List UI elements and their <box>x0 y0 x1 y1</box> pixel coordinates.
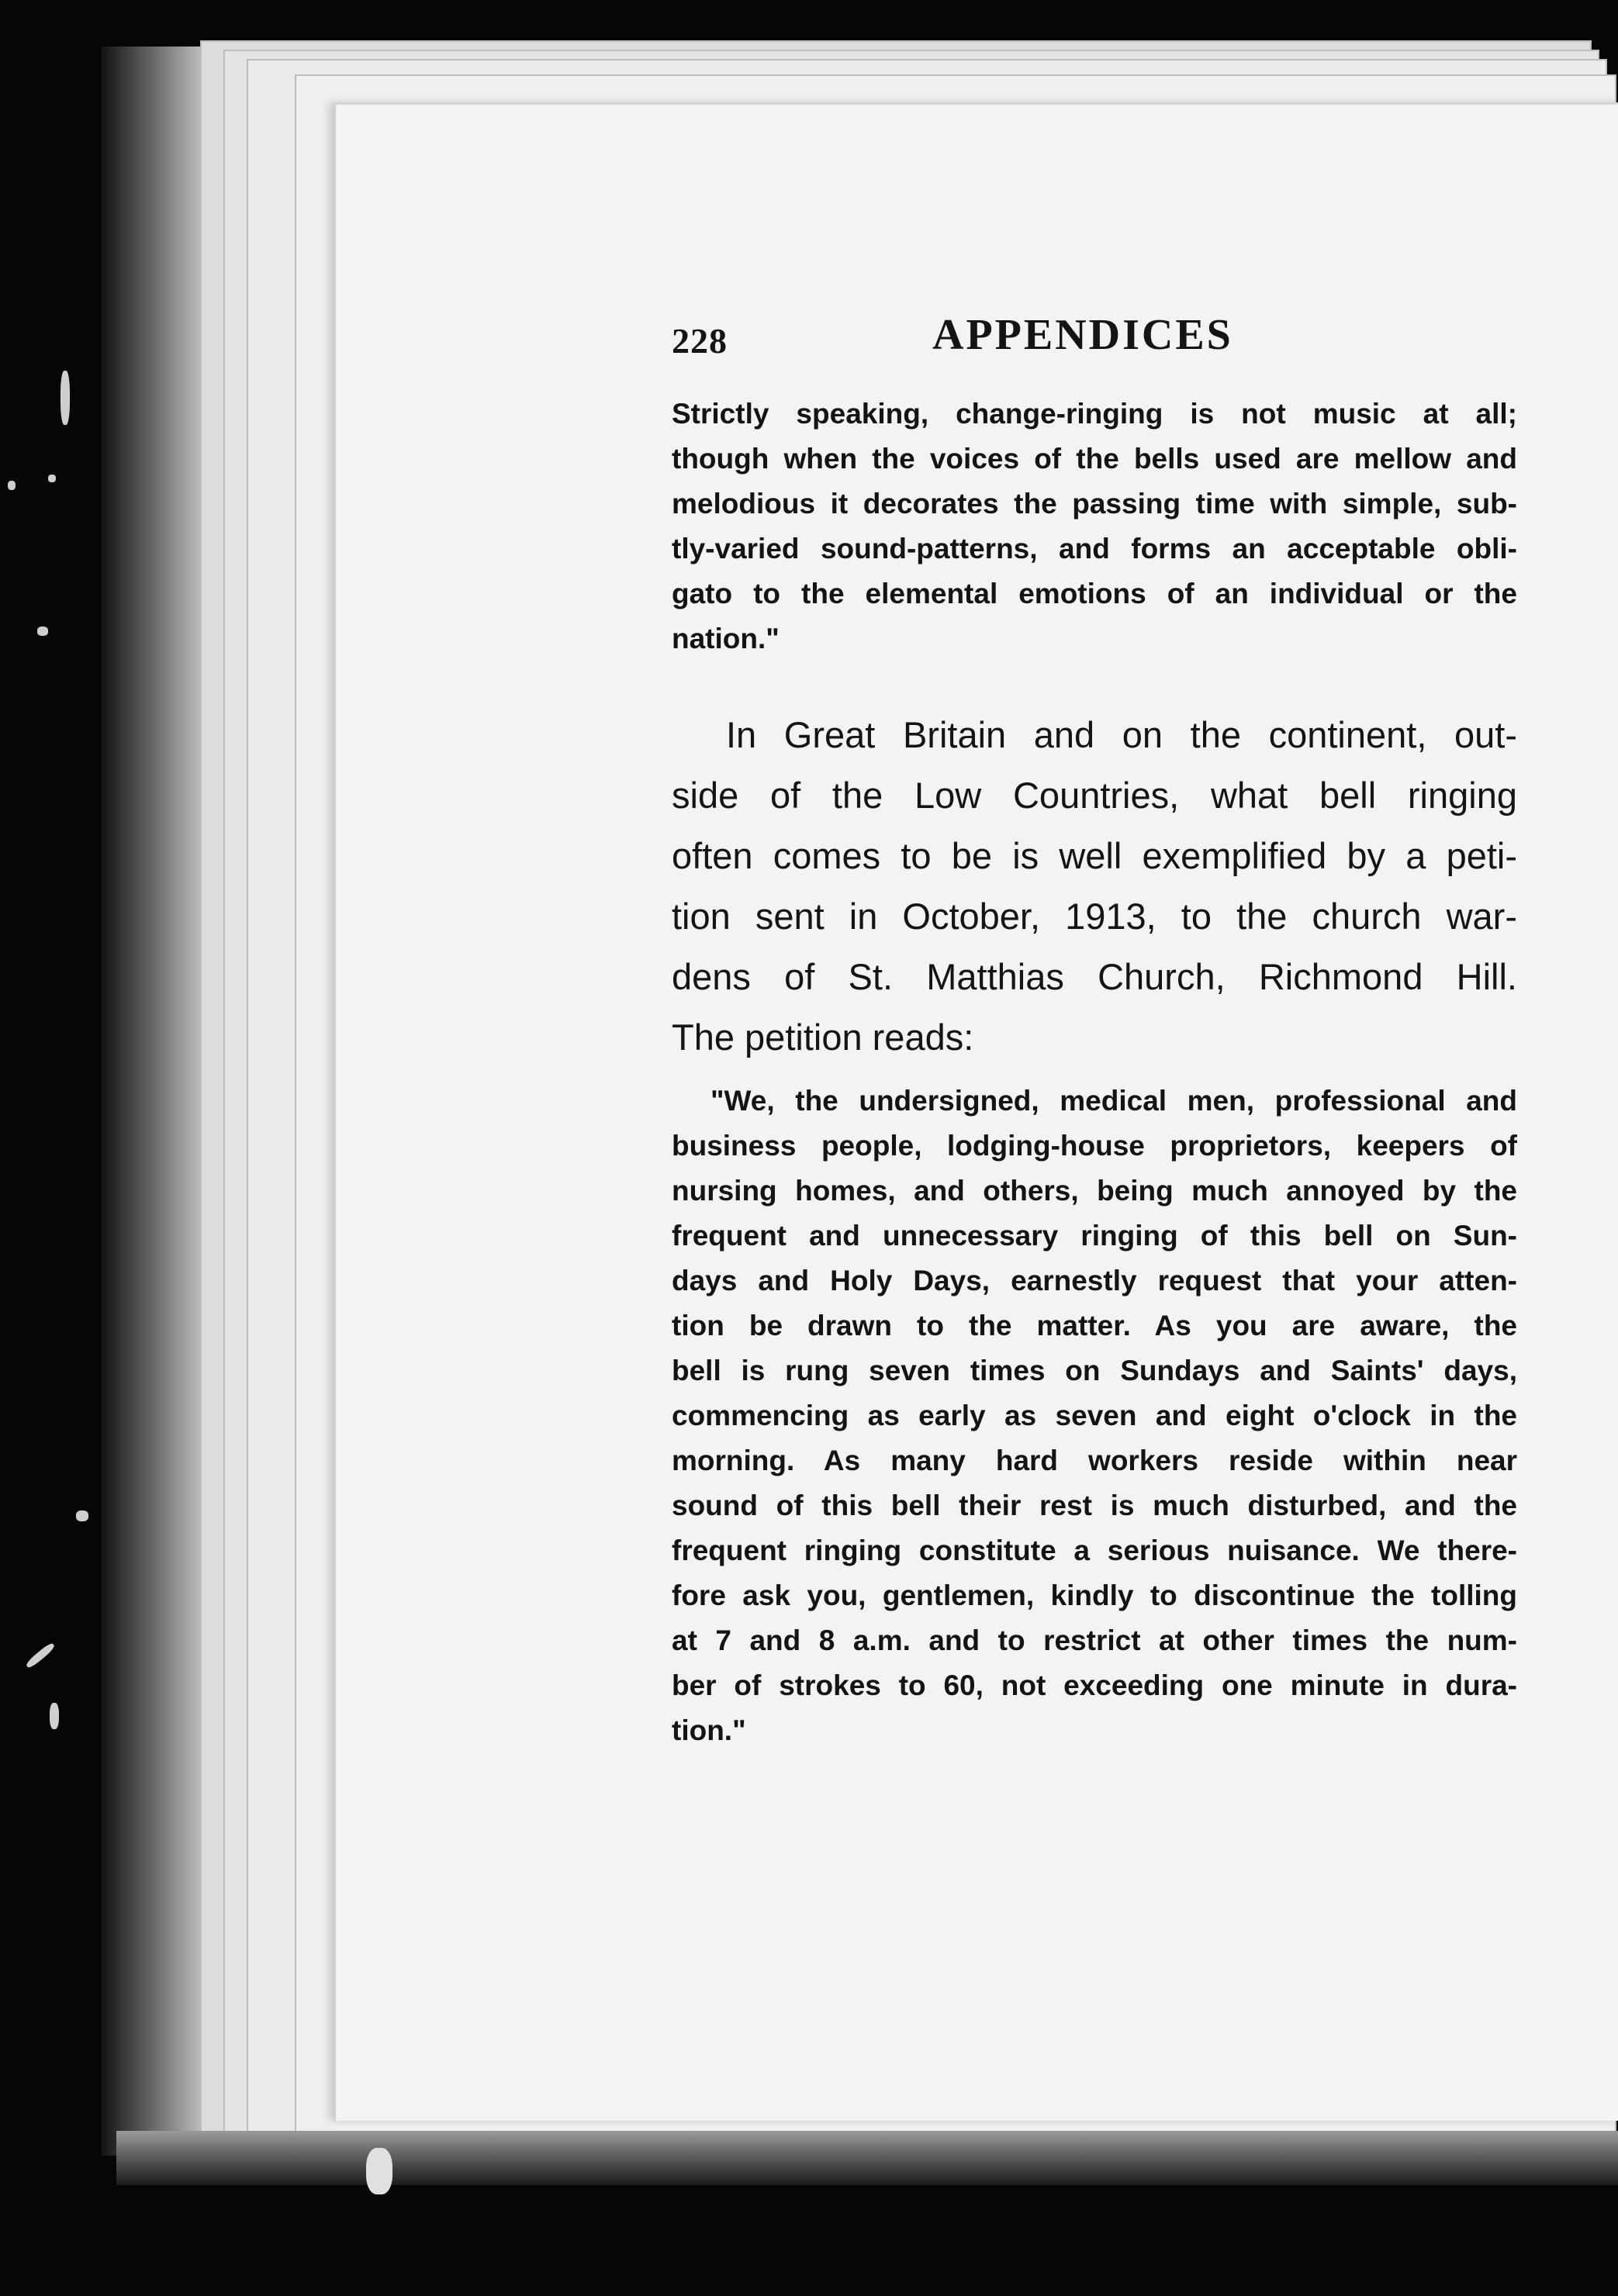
text-line: commencing as early as seven and eight o'clock in the <box>672 1400 1517 1431</box>
text-line: often comes to be is well exemplified by a peti- <box>672 835 1517 876</box>
page-number: 228 <box>672 321 728 361</box>
text-line: "We, the undersigned, medical men, professional and <box>710 1085 1517 1117</box>
text-line: business people, lodging-house proprietors, keepers of <box>672 1130 1517 1162</box>
text-line: fore ask you, gentlemen, kindly to discontinue the tolling <box>672 1580 1517 1611</box>
text-line: The petition reads: <box>672 1017 974 1058</box>
text-line: frequent ringing constitute a serious nuisance. We there- <box>672 1535 1517 1566</box>
text-line: tion." <box>672 1714 746 1746</box>
text-line: gato to the elemental emotions of an individual or the <box>672 578 1517 609</box>
text-line: sound of this bell their rest is much disturbed, and the <box>672 1490 1517 1521</box>
book-bottom-edge <box>116 2131 1618 2185</box>
text-line: at 7 and 8 a.m. and to restrict at other times the num- <box>672 1624 1517 1656</box>
text-line: tion sent in October, 1913, to the church war- <box>672 896 1517 937</box>
text-line: tly-varied sound-patterns, and forms an acceptable obli- <box>672 533 1517 565</box>
text-line: side of the Low Countries, what bell ringing <box>672 775 1517 816</box>
text-line: bell is rung seven times on Sundays and Saints' days, <box>672 1355 1517 1386</box>
dust-speck <box>25 1642 56 1669</box>
text-line: though when the voices of the bells used are mellow and <box>672 443 1517 475</box>
dust-speck <box>61 371 70 425</box>
body-paragraph <box>672 705 1517 1068</box>
dust-speck <box>76 1511 88 1521</box>
dust-speck <box>50 1703 59 1729</box>
text-line: morning. As many hard workers reside within near <box>672 1445 1517 1476</box>
text-line: Strictly speaking, change-ringing is not music at all; <box>672 398 1517 430</box>
text-line: days and Holy Days, earnestly request that your atten- <box>672 1265 1517 1296</box>
text-line: nursing homes, and others, being much annoyed by the <box>672 1175 1517 1207</box>
page-header <box>672 306 1517 368</box>
text-line: melodious it decorates the passing time with simple, sub- <box>672 488 1517 520</box>
text-line: dens of St. Matthias Church, Richmond Hill. <box>672 956 1517 997</box>
dust-speck <box>48 475 56 482</box>
dust-speck <box>8 481 16 490</box>
text-line: frequent and unnecessary ringing of this bell on Sun- <box>672 1220 1517 1252</box>
dust-speck <box>37 627 48 636</box>
running-head: APPENDICES <box>932 311 1233 359</box>
text-line: tion be drawn to the matter. As you are aware, the <box>672 1310 1517 1341</box>
text-line: ber of strokes to 60, not exceeding one minute in dura- <box>672 1669 1517 1701</box>
text-line: In Great Britain and on the continent, out- <box>726 714 1517 755</box>
text-line: nation." <box>672 623 780 654</box>
continued-quotation <box>672 392 1517 661</box>
dust-speck <box>366 2148 392 2194</box>
page-text <box>672 306 1517 1753</box>
petition-quotation <box>672 1079 1517 1753</box>
book-spine-shadow <box>101 47 202 2156</box>
